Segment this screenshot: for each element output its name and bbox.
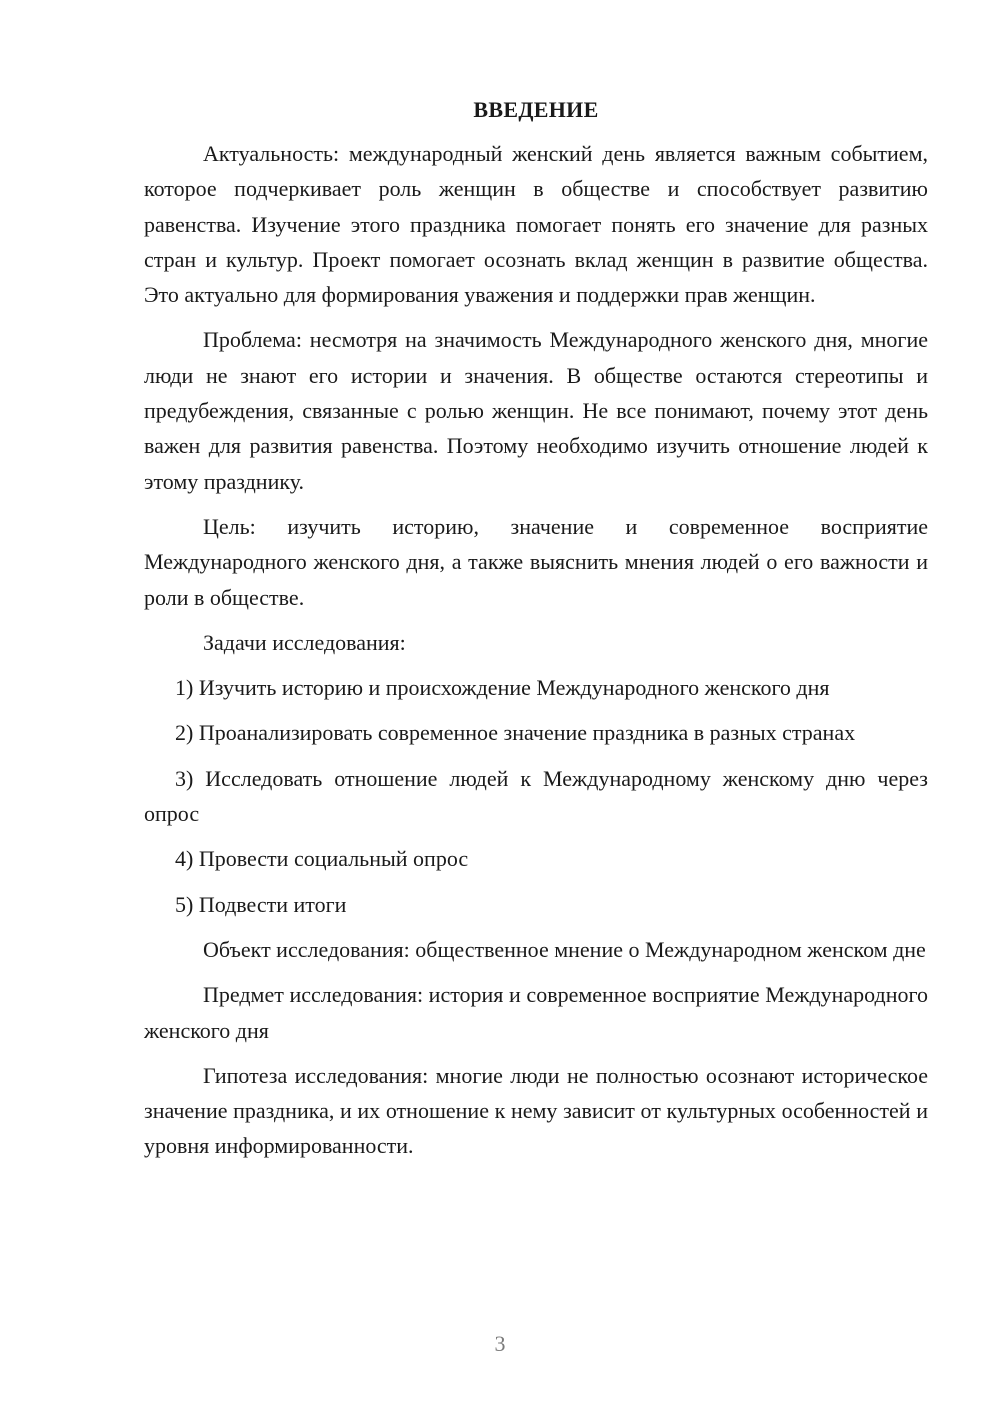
task-item-2: 2) Проанализировать современное значение праздника в разных странах bbox=[175, 720, 856, 746]
paragraph-problem: Проблема: несмотря на значимость Международного женского дня, многие люди не знают его истории и значения. В обществе остаются стереотипы и предубеждения, связанные с ролью женщин. Не все понимают, почему этот день важен для развития равенства. Поэтому необходимо изучить отношение людей к этому празднику. bbox=[144, 327, 928, 494]
tasks-heading: Задачи исследования: bbox=[203, 629, 406, 655]
paragraph-goal: Цель: изучить историю, значение и современное восприятие Международного женского дня, а также выяснить мнения людей о его важности и роли в обществе. bbox=[144, 513, 928, 610]
document-page bbox=[144, 92, 928, 1174]
task-item-4: 4) Провести социальный опрос bbox=[175, 846, 469, 872]
paragraph-object: Объект исследования: общественное мнение о Международном женском дне bbox=[203, 936, 926, 962]
paragraph-relevance: Актуальность: международный женский день является важным событием, которое подчеркивает роль женщин в обществе и способствует развитию равенства. Изучение этого праздника помогает понять его значение для разных стран и культур. Проект помогает осознать вклад женщин в развитие общества. Это актуально для формирования уважения и поддержки прав женщин. bbox=[144, 141, 928, 308]
task-item-3: 3) Исследовать отношение людей к Международному женскому дню через опрос bbox=[144, 765, 928, 827]
paragraph-subject: Предмет исследования: история и современное восприятие Международного женского дня bbox=[144, 982, 928, 1043]
paragraph-hypothesis: Гипотеза исследования: многие люди не полностью осознают историческое значение праздника, и их отношение к нему зависит от культурных особенностей и уровня информированности. bbox=[144, 1062, 928, 1159]
document-title: ВВЕДЕНИЕ bbox=[473, 97, 599, 122]
page-number: 3 bbox=[494, 1331, 506, 1356]
task-item-1: 1) Изучить историю и происхождение Международного женского дня bbox=[175, 675, 830, 701]
task-item-5: 5) Подвести итоги bbox=[175, 891, 347, 917]
